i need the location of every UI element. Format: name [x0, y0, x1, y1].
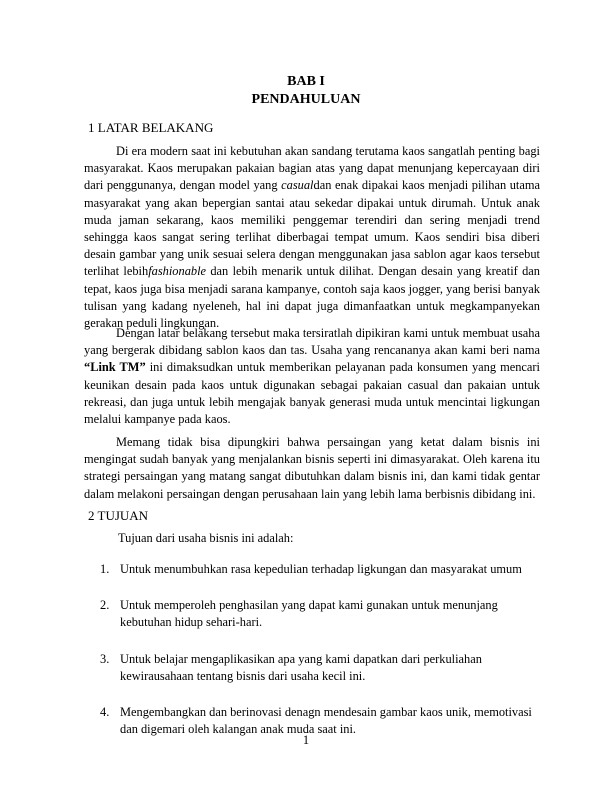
background-paragraph-1 — [84, 143, 540, 332]
list-item-number: 1. — [100, 562, 110, 576]
italic-term: casual — [281, 178, 314, 193]
business-name: “Link TM” — [84, 360, 146, 375]
list-item — [100, 651, 544, 685]
section-heading-background: 1 LATAR BELAKANG — [88, 120, 214, 135]
chapter-number: BAB I — [287, 74, 325, 89]
list-item-text: Untuk memperoleh penghasilan yang dapat kami gunakan untuk menunjang kebutuhan hidup sehari-hari. — [120, 598, 498, 630]
paragraph-text: dan enak dipakai kaos menjadi pilihan utama masyarakat yang akan bepergian santai atau sekedar dipakai untuk dirumah. Untuk anak muda jaman sekarang, kaos memiliki penggemar terendiri dan sering menjadi trend sehingga kaos sangat sering terlihat diberbagai tempat umum. Kaos sendiri bisa diberi desain gambar yang unik sesuai selera dengan menggunakan jasa sablon agar kaos tersebut terlihat lebih — [84, 178, 541, 279]
paragraph-text: Dengan latar belakang tersebut maka tersiratlah dipikiran kami untuk membuat usaha yang bergerak dibidang sablon kaos dan tas. Usaha yang rencananya akan kami beri nama — [84, 326, 540, 358]
list-item-text: Untuk belajar mengaplikasikan apa yang kami dapatkan dari perkuliahan kewirausahaan tentang bisnis dari usaha kecil ini. — [120, 651, 482, 683]
paragraph-text: Di era modern saat ini kebutuhan akan sandang terutama kaos sangatlah penting bagi masyarakat. Kaos merupakan pakaian bagian atas yang dapat menunjang kepercayaan diri dari penggunanya, dengan model yang — [84, 144, 540, 193]
chapter-title: PENDAHULUAN — [251, 92, 361, 107]
list-item-number: 2. — [100, 598, 110, 613]
paragraph-text: ini dimaksudkan untuk memberikan pelayanan pada konsumen yang mencari keunikan desain pada kaos untuk digunakan sebagai pakaian casual dan pakaian untuk rekreasi, dan juga untuk lebih mengajak banyak generasi muda untuk mencintai ligkungan melalui kampanye pada kaos. — [84, 360, 540, 427]
page-number: 1 — [302, 733, 310, 747]
background-paragraph-3: Memang tidak bisa dipungkiri bahwa persaingan yang ketat dalam bisnis ini mengingat sudah banyak yang menjalankan bisnis seperti ini dimasyarakat. Oleh karena itu strategi persaingan yang matang sangat dibutuhkan dalam bisnis ini, dan kami tidak gentar dalam melakoni persaingan dengan perusahaan lain yang lebih lama berbisnis dibidang ini. — [84, 435, 540, 501]
goals-intro: Tujuan dari usaha bisnis ini adalah: — [118, 531, 294, 545]
goals-list — [100, 561, 544, 738]
list-item-number: 3. — [100, 651, 110, 666]
list-item-text: Untuk menumbuhkan rasa kepedulian terhadap ligkungan dan masyarakat umum — [120, 562, 522, 576]
section-heading-goals: 2 TUJUAN — [88, 508, 149, 523]
paragraph-text: dan lebih menarik untuk dilihat. Dengan desain yang kreatif dan tepat, kaos juga bisa menjadi sarana kampanye, contoh saja kaos jogger, yang berisi banyak tulisan yang kadang nyeleneh, hal ini dapat juga dimanfaatkan untuk megkampanyekan gerakan peduli lingkungan. — [84, 264, 541, 331]
italic-term: fashionable — [148, 264, 207, 279]
list-item-text: Mengembangkan dan berinovasi denagn mendesain gambar kaos unik, memotivasi dan digemari oleh kalangan anak muda saat ini. — [120, 705, 532, 737]
list-item — [100, 597, 544, 631]
list-item — [100, 561, 544, 578]
list-item-number: 4. — [100, 705, 110, 720]
background-paragraph-2 — [84, 325, 540, 428]
